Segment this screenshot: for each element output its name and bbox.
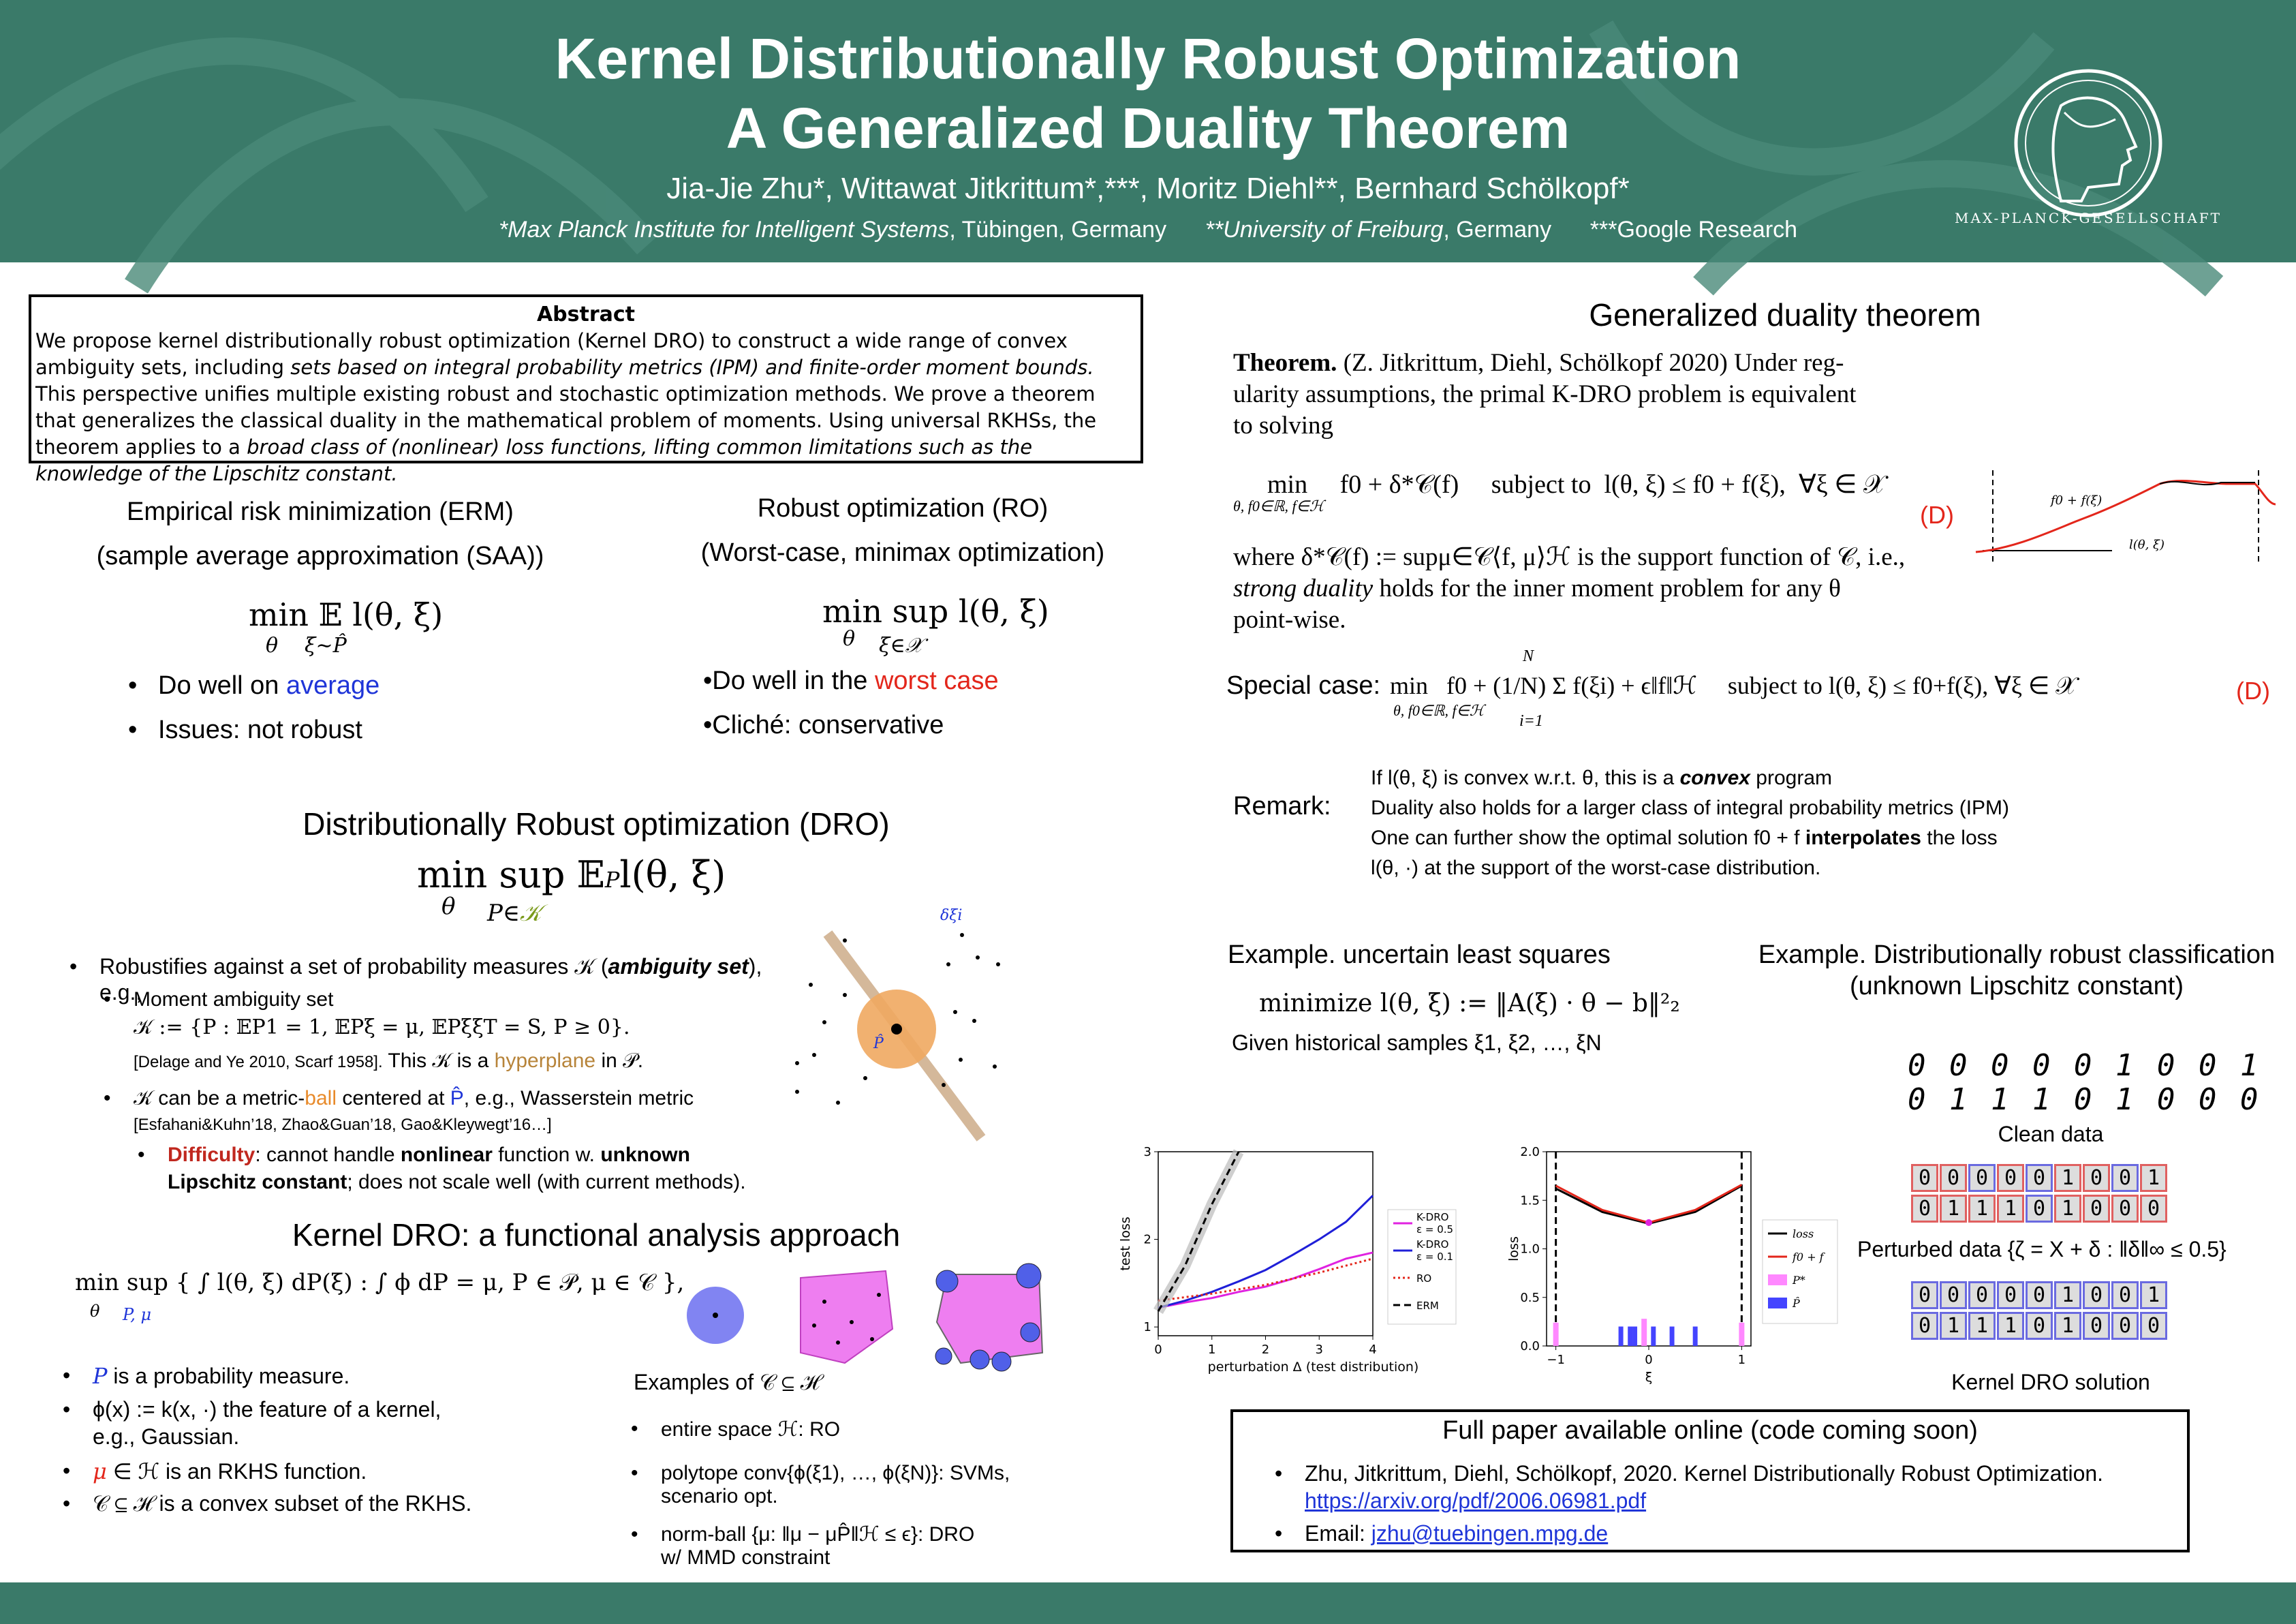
kdro-b2b: e.g., Gaussian. bbox=[93, 1424, 240, 1449]
erm-title: Empirical risk minimization (ERM) bbox=[127, 497, 514, 526]
dro-hyperplane: hyperplane bbox=[494, 1050, 596, 1072]
primal-tag: (D) bbox=[1920, 501, 1954, 529]
kdro-ex3b: w/ MMD constraint bbox=[661, 1546, 831, 1569]
x-tick-label: 2 bbox=[1261, 1343, 1270, 1357]
abstract-p1: We propose kernel distributionally robust optimization (Kernel DRO) to construct a wide range of convex ambiguity sets, including bbox=[35, 329, 1068, 379]
erm-sub-theta: θ bbox=[266, 634, 279, 658]
y-tick-label: 0.5 bbox=[1520, 1290, 1540, 1305]
x-tick-label: −1 bbox=[1547, 1353, 1565, 1367]
theorem-line2: ularity assumptions, the primal K-DRO problem is equivalent bbox=[1233, 380, 1857, 408]
dro-formula: min sup 𝔼Pl(θ, ξ) bbox=[417, 853, 726, 896]
distribution-bar bbox=[1651, 1327, 1656, 1347]
y-tick-label: 1.0 bbox=[1520, 1242, 1540, 1257]
kdro-b2a: ϕ(x) := k(x, ·) the feature of a kernel, bbox=[93, 1397, 441, 1422]
kdro-b1-p: P bbox=[93, 1363, 108, 1389]
dro-ball: ball bbox=[305, 1087, 337, 1109]
f0-plus-f-curve bbox=[1976, 481, 2276, 552]
affil-1-loc: , Tübingen, Germany bbox=[949, 217, 1167, 243]
special-tag: (D) bbox=[2236, 677, 2270, 705]
dro-sub-theta: θ bbox=[441, 893, 456, 920]
dro-ambiguity-illustration bbox=[770, 900, 1022, 1152]
distribution-bar bbox=[1632, 1327, 1637, 1347]
fig-l-label: l(θ, ξ) bbox=[2129, 538, 2165, 552]
erm-subtitle: (sample average approximation (SAA)) bbox=[96, 542, 544, 570]
dro-formula-head: min sup 𝔼 bbox=[417, 853, 605, 896]
y-axis-label: test loss bbox=[1118, 1216, 1133, 1271]
abstract-p1-italic: sets based on integral probability metrics (IPM) and finite-order moment bounds. bbox=[290, 356, 1094, 379]
y-axis-label: loss bbox=[1506, 1236, 1521, 1261]
test-loss-chart bbox=[1117, 1138, 1472, 1375]
erm-band bbox=[1158, 1152, 1239, 1311]
distribution-bar bbox=[1641, 1319, 1647, 1346]
remark-3-post: the loss bbox=[1921, 827, 1998, 849]
y-tick-label: 1.5 bbox=[1520, 1193, 1540, 1208]
kdro-ex1-text: entire space ℋ: RO bbox=[661, 1418, 841, 1441]
kdro-b4-text: 𝒞 ⊆ ℋ is a convex subset of the RKHS. bbox=[93, 1491, 472, 1516]
x-tick-label: 1 bbox=[1208, 1343, 1216, 1357]
duality-figure bbox=[1976, 463, 2276, 566]
dro-title: Distributionally Robust optimization (DRO) bbox=[302, 806, 890, 842]
where-text bbox=[1233, 542, 1962, 636]
primal-sub: θ, f0∈ℝ, f∈ℋ bbox=[1233, 497, 1324, 515]
polytope-shape bbox=[801, 1271, 893, 1363]
dro-moment-tail-post: in 𝒫. bbox=[595, 1050, 644, 1072]
legend-label: P* bbox=[1793, 1274, 1805, 1287]
email-link[interactable]: jzhu@tuebingen.mpg.de bbox=[1371, 1521, 1609, 1546]
delta-label: δξi bbox=[940, 907, 963, 924]
abstract-heading: Abstract bbox=[536, 303, 636, 326]
remark-3-pre: One can further show the optimal solution f0 + f bbox=[1371, 827, 1805, 849]
legend-label: P̂ bbox=[1793, 1297, 1800, 1310]
legend-label: ERM bbox=[1416, 1300, 1439, 1312]
affiliations bbox=[0, 217, 2296, 243]
x-tick-label: 0 bbox=[1154, 1343, 1162, 1357]
special-sum-top: N bbox=[1523, 647, 1534, 665]
paper-link[interactable]: https://arxiv.org/pdf/2006.06981.pdf bbox=[1305, 1488, 1647, 1513]
kdro-example-2 bbox=[661, 1462, 1010, 1508]
abstract-p2: This perspective unifies multiple existing robust and stochastic optimization methods. We prove a theorem that generalizes the classical duality in the mathematical problem of moments. Using universal RKHSs, the theorem applies to a bbox=[35, 382, 1097, 459]
kdro-ex2b: scenario opt. bbox=[661, 1485, 778, 1507]
kdro-bullet-4 bbox=[93, 1491, 471, 1517]
full-paper-ref bbox=[1305, 1460, 2184, 1514]
erm-bullet-1 bbox=[158, 671, 379, 701]
full-paper-email bbox=[1305, 1521, 1608, 1546]
dro-b2-text: Moment ambiguity set bbox=[134, 988, 334, 1011]
remark-1-post: program bbox=[1750, 767, 1833, 789]
ro-subtitle: (Worst-case, minimax optimization) bbox=[700, 538, 1105, 567]
kdro-bullet-2 bbox=[93, 1396, 441, 1450]
erm-sub-xi: ξ∼P̂ bbox=[305, 634, 347, 658]
special-sum-bottom: i=1 bbox=[1519, 712, 1543, 730]
dro-sub-p bbox=[487, 900, 542, 927]
theorem-text bbox=[1233, 348, 1955, 442]
example-ls-title: Example. uncertain least squares bbox=[1228, 940, 1611, 969]
kdro-sub-theta: θ bbox=[90, 1302, 100, 1321]
series-line bbox=[1556, 1186, 1742, 1224]
poster-title-line2: A Generalized Duality Theorem bbox=[726, 96, 1570, 160]
remark-1-pre: If l(θ, ξ) is convex w.r.t. θ, this is a bbox=[1371, 767, 1680, 789]
erm-bullet-2 bbox=[158, 716, 362, 745]
y-tick-label: 2.0 bbox=[1520, 1145, 1540, 1159]
kdro-formula-pre: min sup bbox=[75, 1269, 176, 1296]
dro-b1-post: ), e.g., bbox=[99, 954, 762, 1005]
theorem-line3: to solving bbox=[1233, 412, 1333, 440]
dro-b4-3: ; does not scale well (with current methods). bbox=[347, 1171, 746, 1193]
legend-label-sub: ε = 0.1 bbox=[1416, 1251, 1454, 1263]
kdro-b3-mu: μ bbox=[93, 1458, 107, 1484]
center-point bbox=[891, 1024, 902, 1035]
clean-digits-row1: 0 0 0 0 0 1 0 0 1 bbox=[1908, 1048, 2261, 1083]
where-line3: point-wise. bbox=[1233, 606, 1346, 634]
duality-title: Generalized duality theorem bbox=[1589, 297, 1981, 333]
x-axis-label: perturbation Δ (test distribution) bbox=[1207, 1360, 1419, 1375]
dro-bullet-4 bbox=[168, 1142, 781, 1196]
distribution-bar bbox=[1739, 1323, 1744, 1346]
kdro-formula-body: { ∫ l(θ, ξ) dP(ξ) : ∫ ϕ dP = μ, P ∈ 𝒫, μ ∈ 𝒞 }, bbox=[175, 1269, 685, 1296]
kdro-set-illustrations bbox=[674, 1261, 1056, 1377]
where-strong-duality: strong duality bbox=[1233, 574, 1374, 602]
legend-label: K-DRO bbox=[1416, 1211, 1449, 1223]
kdro-formula bbox=[75, 1269, 684, 1296]
max-planck-logo bbox=[1955, 65, 2222, 226]
example-cls-title1: Example. Distributionally robust classification bbox=[1758, 940, 2276, 969]
where-line1: where δ*𝒞(f) := supμ∈𝒞⟨f, μ⟩ℋ is the support function of 𝒞, i.e., bbox=[1233, 543, 1906, 571]
minimum-marker bbox=[1645, 1219, 1652, 1226]
kdro-ex3a: norm-ball {μ: ‖μ − μP̂‖ℋ ≤ ϵ}: DRO bbox=[661, 1523, 975, 1546]
dro-moment-ref: [Delage and Ye 2010, Scarf 1958]. bbox=[134, 1053, 383, 1071]
kdro-solution-digits-grid: 0 0 0 0 0 1 0 0 1 0 1 1 1 0 1 0 0 0 bbox=[1911, 1281, 2170, 1345]
remark-3-bold: interpolates bbox=[1805, 827, 1921, 849]
kdro-bullet-1 bbox=[93, 1363, 350, 1389]
y-tick-label: 1 bbox=[1143, 1320, 1151, 1335]
legend-swatch bbox=[1768, 1274, 1787, 1285]
abstract-text bbox=[35, 328, 1136, 487]
distribution-bar bbox=[1693, 1327, 1698, 1347]
special-formula: min f0 + (1/N) Σ f(ξi) + ϵ‖f‖ℋ subject to l(θ, ξ) ≤ f0+f(ξ), ∀ξ ∈ 𝒳 bbox=[1390, 672, 2077, 699]
dro-b4-2: function w. bbox=[492, 1144, 601, 1166]
dro-b4-bold1: nonlinear bbox=[400, 1144, 493, 1166]
erm-formula: min 𝔼 l(θ, ξ) bbox=[249, 596, 444, 633]
y-tick-label: 3 bbox=[1143, 1145, 1151, 1159]
authors: Jia-Jie Zhu*, Wittawat Jitkrittum*,***, Moritz Diehl**, Bernhard Schölkopf* bbox=[666, 172, 1630, 205]
clean-digits-row2: 0 1 1 1 0 1 0 0 0 bbox=[1908, 1082, 2261, 1117]
erm-b1-highlight: average bbox=[285, 671, 380, 700]
x-tick-label: 0 bbox=[1645, 1353, 1653, 1367]
kdro-b3-text: ∈ ℋ is an RKHS function. bbox=[106, 1459, 367, 1484]
dro-b4-1: : cannot handle bbox=[255, 1144, 401, 1166]
ro-title: Robust optimization (RO) bbox=[757, 494, 1049, 523]
dro-b4-bold3: Lipschitz constant bbox=[168, 1171, 347, 1193]
theorem-label: Theorem. bbox=[1233, 349, 1337, 377]
y-tick-label: 0.0 bbox=[1520, 1339, 1540, 1353]
kdro-examples-title: Examples of 𝒞 ⊆ ℋ bbox=[634, 1370, 820, 1394]
special-sub: θ, f0∈ℝ, f∈ℋ bbox=[1393, 702, 1485, 719]
perturbed-label: Perturbed data {ζ = X + δ : ‖δ‖∞ ≤ 0.5} bbox=[1857, 1237, 2227, 1261]
phat-label: P̂ bbox=[873, 1035, 884, 1052]
distribution-bar bbox=[1628, 1327, 1632, 1347]
ro-sub-theta: θ bbox=[843, 627, 856, 651]
remark-text bbox=[1371, 763, 2120, 883]
affil-2-loc: , Germany bbox=[1443, 217, 1552, 243]
legend-swatch bbox=[1768, 1298, 1787, 1308]
where-line2: holds for the inner moment problem for any θ bbox=[1373, 574, 1841, 602]
kdro-example-3 bbox=[661, 1523, 974, 1569]
x-axis-label: ξ bbox=[1645, 1370, 1653, 1385]
distribution-bar bbox=[1670, 1327, 1675, 1347]
poster-header bbox=[0, 0, 2296, 262]
clean-data-label: Clean data bbox=[1998, 1122, 2104, 1146]
dro-bullet-3 bbox=[134, 1087, 694, 1110]
legend-label: K-DRO bbox=[1416, 1238, 1449, 1251]
abstract-p2-italic: broad class of (nonlinear) loss functions, lifting common limitations such as the knowledge of the Lipschitz constant. bbox=[35, 435, 1033, 485]
affil-2-inst: **University of Freiburg bbox=[1205, 217, 1444, 243]
ro-sub-xi: ξ∈𝒳 bbox=[879, 634, 923, 658]
dro-bullet-2 bbox=[134, 988, 333, 1011]
full-paper-box bbox=[1230, 1409, 2190, 1552]
theorem-line1: (Z. Jitkrittum, Diehl, Schölkopf 2020) Under reg- bbox=[1337, 349, 1844, 377]
legend-label: f0 + f bbox=[1793, 1251, 1824, 1263]
example-ls-samples: Given historical samples ξ1, ξ2, …, ξN bbox=[1232, 1030, 1602, 1055]
dro-b1-bold: ambiguity set bbox=[608, 954, 749, 979]
primal-formula: min f0 + δ*𝒞(f) subject to l(θ, ξ) ≤ f0 + f(ξ), ∀ξ ∈ 𝒳 bbox=[1267, 470, 1886, 499]
ro-formula: min sup l(θ, ξ) bbox=[822, 593, 1049, 630]
kdro-example-1 bbox=[661, 1418, 840, 1441]
example-ls-formula: minimize l(θ, ξ) := ‖A(ξ) · θ − b‖²₂ bbox=[1259, 990, 1680, 1017]
kdro-b1-text: is a probability measure. bbox=[107, 1364, 350, 1388]
x-tick-label: 3 bbox=[1315, 1343, 1323, 1357]
example-cls-title2: (unknown Lipschitz constant) bbox=[1849, 972, 2184, 1000]
full-paper-ref-text: Zhu, Jitkrittum, Diehl, Schölkopf, 2020. Kernel Distributionally Robust Optimization. bbox=[1305, 1461, 2104, 1486]
fig-f-label: f0 + f(ξ) bbox=[2051, 493, 2103, 508]
dro-moment-formula: 𝒦 := {P : 𝔼P1 = 1, 𝔼Pξ = μ, 𝔼PξξT = S, P ≥ 0}. bbox=[134, 1015, 630, 1039]
ro-b1-highlight: worst case bbox=[874, 667, 999, 695]
dro-sub-p-text: P∈ bbox=[487, 900, 521, 927]
ro-b1-text: •Do well in the bbox=[703, 667, 875, 695]
dro-b1-pre: Robustifies against a set of probability measures 𝒦 ( bbox=[99, 954, 608, 979]
dro-difficulty: Difficulty bbox=[168, 1144, 255, 1166]
kdro-bullet-3 bbox=[93, 1458, 367, 1484]
dro-sub-k: 𝒦 bbox=[520, 900, 542, 927]
abstract-box bbox=[29, 294, 1143, 485]
dro-b4-bold2: unknown bbox=[600, 1144, 690, 1166]
distribution-bar bbox=[1553, 1323, 1559, 1346]
kdro-title: Kernel DRO: a functional analysis approach bbox=[292, 1217, 901, 1253]
legend-label: RO bbox=[1416, 1272, 1432, 1285]
legend-label: loss bbox=[1793, 1227, 1814, 1240]
full-paper-title: Full paper available online (code coming soon) bbox=[1442, 1416, 1978, 1445]
kdro-solution-label: Kernel DRO solution bbox=[1951, 1370, 2150, 1394]
x-tick-label: 4 bbox=[1369, 1343, 1377, 1357]
affil-3: ***Google Research bbox=[1589, 217, 1798, 243]
example-cls-title bbox=[1744, 939, 2289, 1002]
dro-b3-pre: 𝒦 can be a metric- bbox=[134, 1087, 305, 1109]
dro-phat: P̂ bbox=[450, 1087, 464, 1109]
perturbed-digits-grid: 0 0 0 0 0 1 0 0 1 0 1 1 1 0 1 0 0 0 bbox=[1911, 1164, 2170, 1228]
dro-moment-tail-pre: This 𝒦 is a bbox=[382, 1050, 495, 1072]
remark-1-bold: convex bbox=[1679, 767, 1750, 789]
plot-frame bbox=[1547, 1152, 1751, 1346]
dro-formula-tail: l(θ, ξ) bbox=[619, 853, 726, 896]
x-tick-label: 1 bbox=[1737, 1353, 1746, 1367]
dro-wass-ref: [Esfahani&Kuhn’18, Zhao&Guan’18, Gao&Kleywegt’16…] bbox=[134, 1116, 552, 1134]
legend-label-sub: ε = 0.5 bbox=[1416, 1223, 1454, 1236]
kdro-sub-pmu: P, μ bbox=[123, 1305, 152, 1324]
ro-bullet-2: •Cliché: conservative bbox=[703, 711, 944, 739]
dro-b3-mid: centered at bbox=[337, 1087, 450, 1109]
special-case-label: Special case: bbox=[1226, 671, 1381, 700]
remark-4: l(θ, ·) at the support of the worst-case distribution. bbox=[1371, 857, 1821, 879]
remark-2: Duality also holds for a larger class of integral probability metrics (IPM) bbox=[1371, 797, 2010, 819]
erm-b2-text: Issues: not robust bbox=[158, 716, 362, 744]
y-tick-label: 2 bbox=[1143, 1232, 1151, 1247]
email-label: Email: bbox=[1305, 1521, 1371, 1546]
logo-text: MAX-PLANCK-GESELLSCHAFT bbox=[1955, 210, 2222, 226]
ro-bullet-1 bbox=[703, 667, 999, 696]
remark-label: Remark: bbox=[1233, 792, 1331, 821]
erm-b1-text: Do well on bbox=[158, 671, 286, 700]
poster-title-line1: Kernel Distributionally Robust Optimization bbox=[555, 27, 1741, 91]
kdro-ex2a: polytope conv{ϕ(ξ1), …, ϕ(ξN)}: SVMs, bbox=[661, 1462, 1010, 1484]
poster-footer bbox=[0, 1582, 2296, 1624]
interpolation-chart bbox=[1506, 1138, 1860, 1385]
distribution-bar bbox=[1619, 1327, 1624, 1347]
affil-1-inst: *Max Planck Institute for Intelligent Systems bbox=[498, 217, 950, 243]
dro-b3-post: , e.g., Wasserstein metric bbox=[463, 1087, 694, 1109]
dro-moment-ref-line bbox=[134, 1050, 643, 1073]
